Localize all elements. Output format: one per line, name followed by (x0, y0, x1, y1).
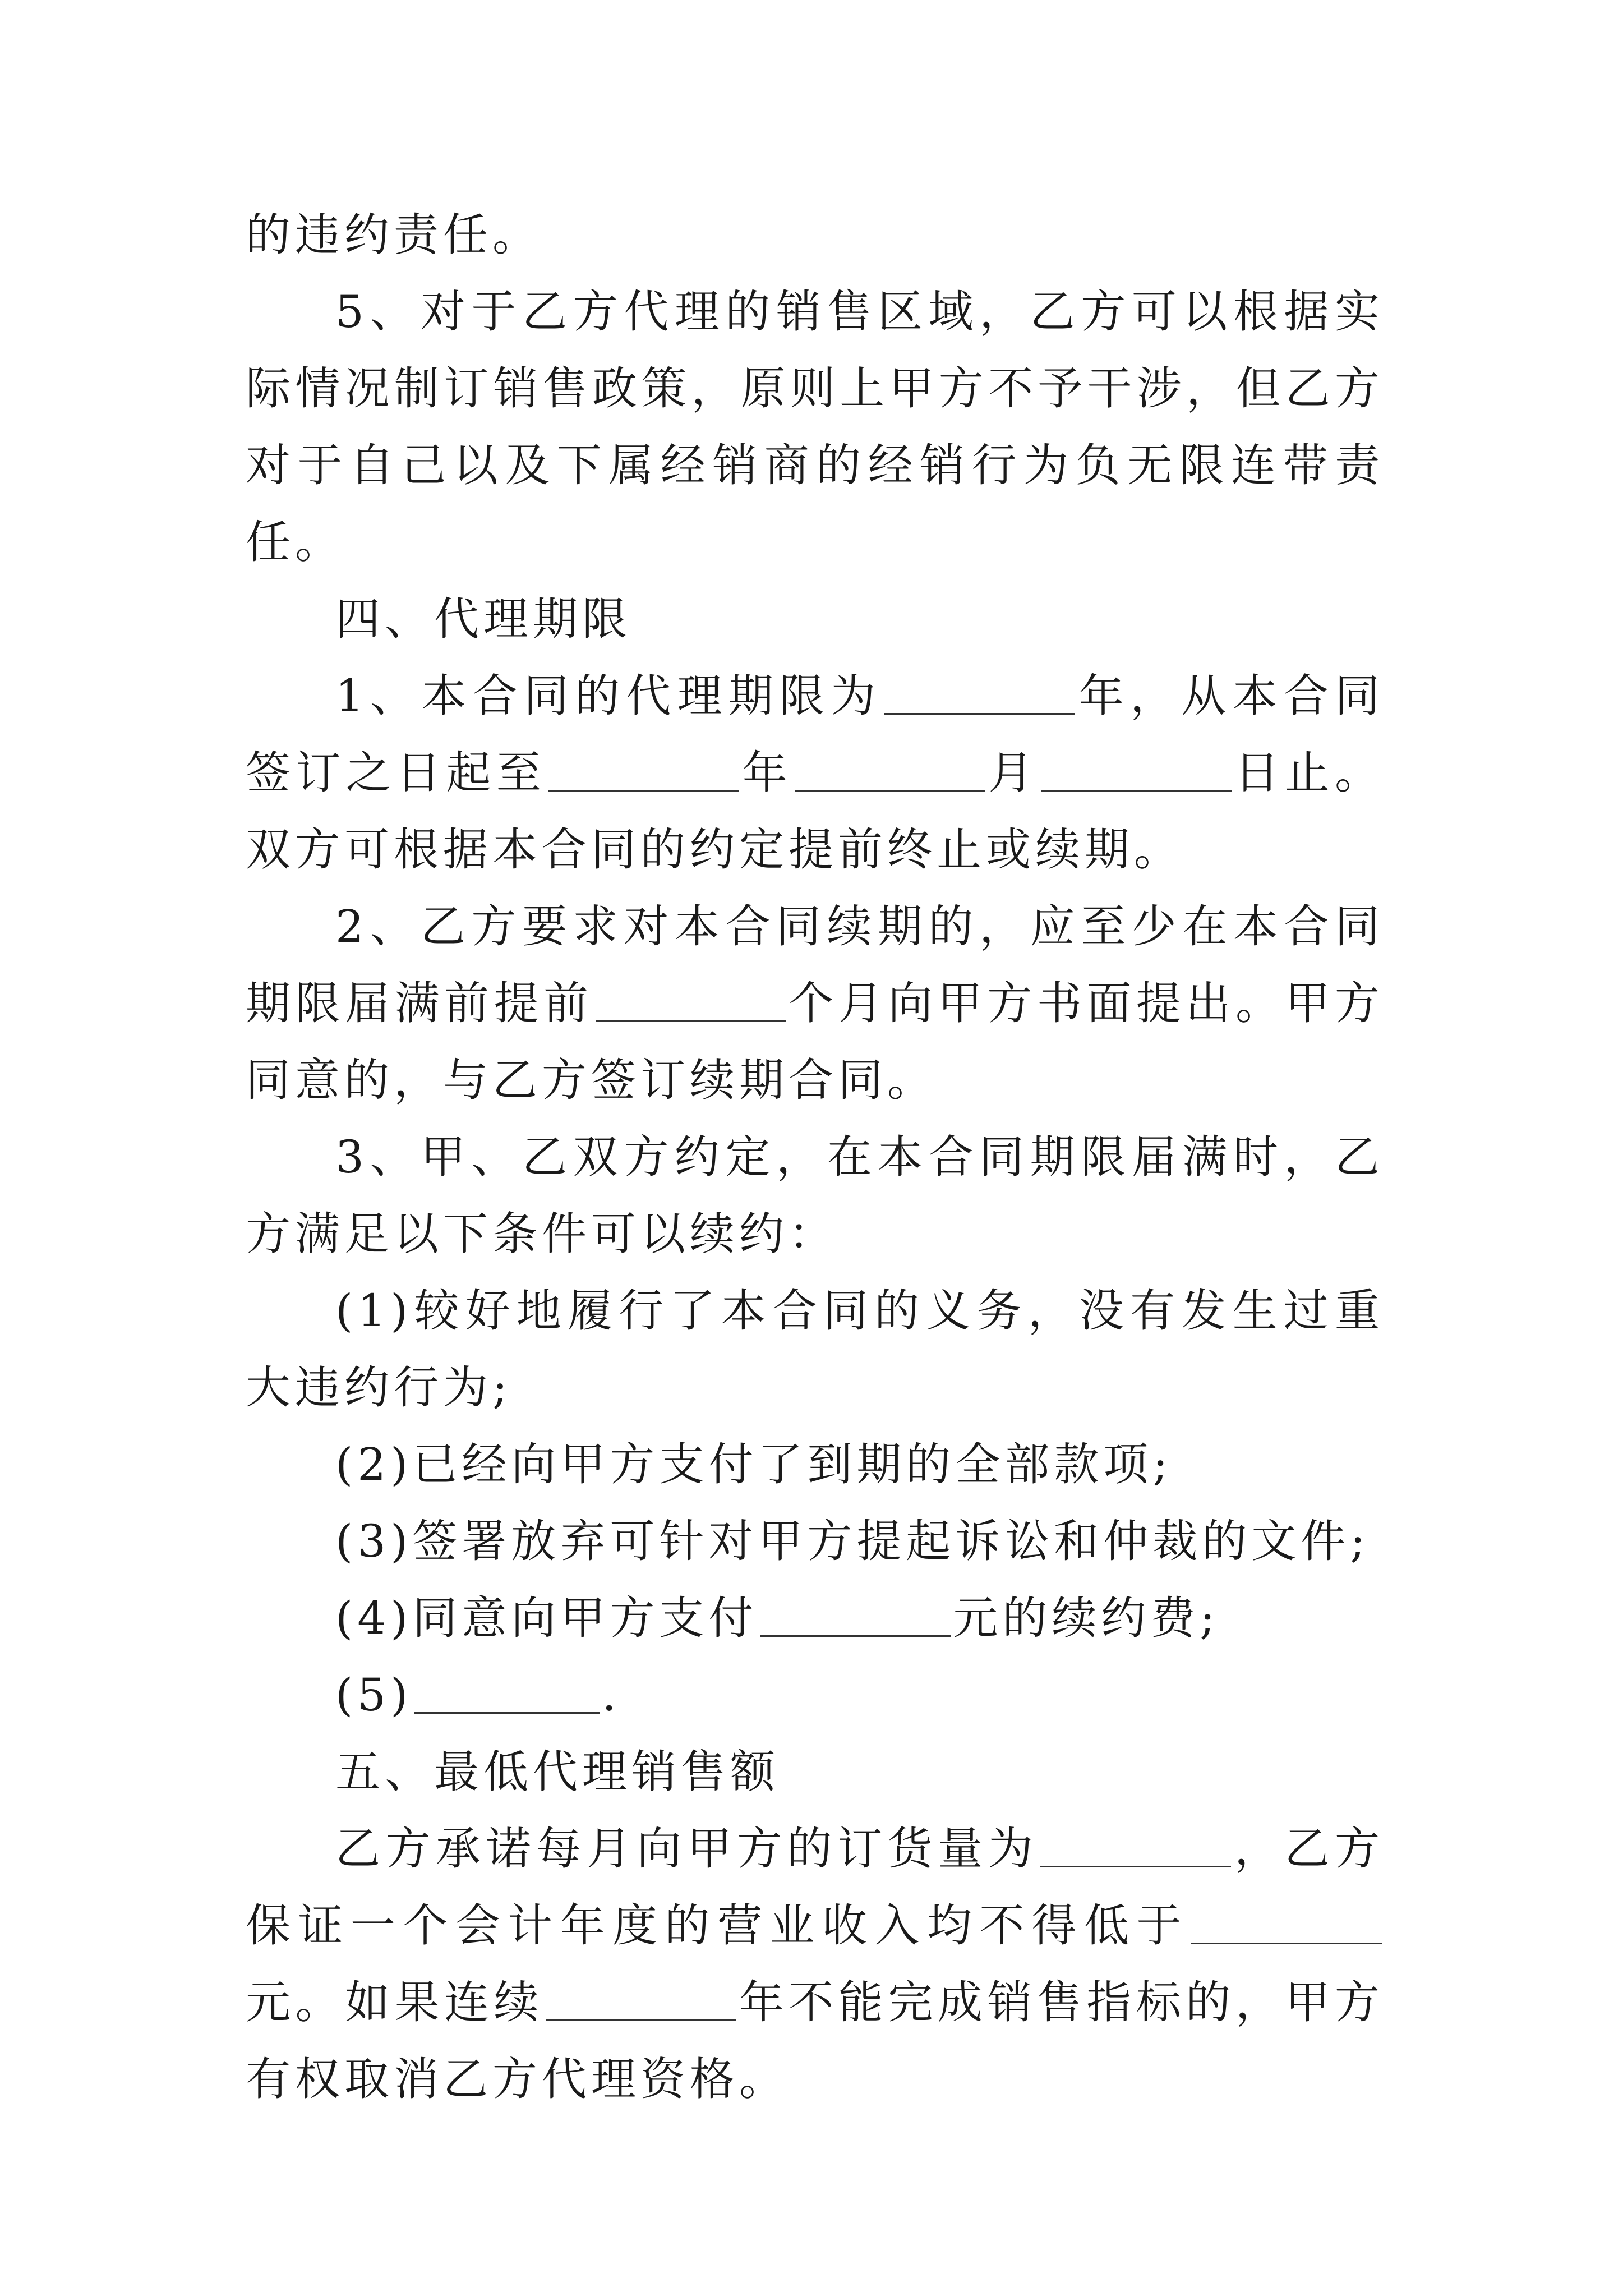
blank-line (546, 1975, 736, 2021)
condition-item-3 (246, 1503, 1384, 1580)
paragraph-text: 3、甲、乙双方约定，在本合同期限届满时，乙方满足以下条件可以续约： (246, 1131, 1384, 1260)
blank-line (760, 1590, 951, 1637)
blank-line (884, 668, 1075, 715)
paragraph-text: (1)较好地履行了本合同的义务，没有发生过重大违约行为; (246, 1285, 1384, 1414)
heading-text: 四、代理期限 (335, 593, 631, 645)
text-run: 2、乙方要求对本合同续期的，应至少在本合同期限届满前提前 (246, 900, 1384, 1029)
text-run: 年，从本合同签订之日起至 (246, 670, 1384, 799)
condition-item-2 (246, 1426, 1384, 1503)
clause-5 (246, 1810, 1384, 2118)
paragraph-continuation (246, 196, 1384, 273)
blank-line (1040, 1821, 1231, 1867)
clause-4-3 (246, 1119, 1384, 1272)
text-run: 月 (988, 747, 1039, 799)
blank-line (795, 745, 985, 792)
condition-item-5 (246, 1657, 1384, 1733)
text-run: (4)同意向甲方支付 (335, 1592, 758, 1644)
blank-line (1041, 745, 1232, 792)
text-run: ，乙方保证一个会计年度的营业收入均不得低于 (246, 1823, 1385, 1952)
blank-line (596, 976, 786, 1022)
text-run: 个月向甲方书面提出。甲方同意的，与乙方签订续期合同。 (246, 977, 1385, 1106)
text-run: (5) (335, 1669, 413, 1721)
paragraph-text: 5、对于乙方代理的销售区域，乙方可以根据实际情况制订销售政策，原则上甲方不予干涉，但乙方对于自己以及下属经销商的经销行为负无限连带责任。 (246, 286, 1384, 568)
text-run: 年 (741, 747, 793, 799)
paragraph-text: (2)已经向甲方支付了到期的全部款项; (335, 1438, 1173, 1490)
section-heading-5 (246, 1733, 1384, 1810)
section-heading-4 (246, 581, 1384, 657)
clause-4-2 (246, 888, 1384, 1119)
blank-line (548, 745, 739, 792)
text-run: 日止。双方可根据本合同的约定提前终止或续期。 (246, 747, 1385, 876)
condition-item-4 (246, 1580, 1384, 1657)
blank-line (1191, 1898, 1382, 1944)
heading-text: 五、最低代理销售额 (335, 1746, 780, 1798)
clause-4-1 (246, 657, 1384, 888)
text-run: 元。如果连续 (246, 1976, 544, 2028)
text-run: 1、本合同的代理期限为 (335, 670, 882, 722)
text-run: 乙方承诺每月向甲方的订货量为 (335, 1823, 1039, 1875)
contract-body (246, 196, 1384, 2118)
condition-item-1 (246, 1272, 1384, 1426)
blank-line (414, 1667, 600, 1714)
text-run: 年不能完成销售指标的，甲方有权取消乙方代理资格。 (246, 1976, 1385, 2105)
paragraph-text: (3)签署放弃可针对甲方提起诉讼和仲裁的文件; (335, 1515, 1370, 1567)
text-run: 元的续约费; (953, 1592, 1220, 1644)
paragraph-text: 的违约责任。 (246, 209, 542, 261)
text-run: . (602, 1669, 621, 1721)
clause-3-5 (246, 273, 1384, 581)
